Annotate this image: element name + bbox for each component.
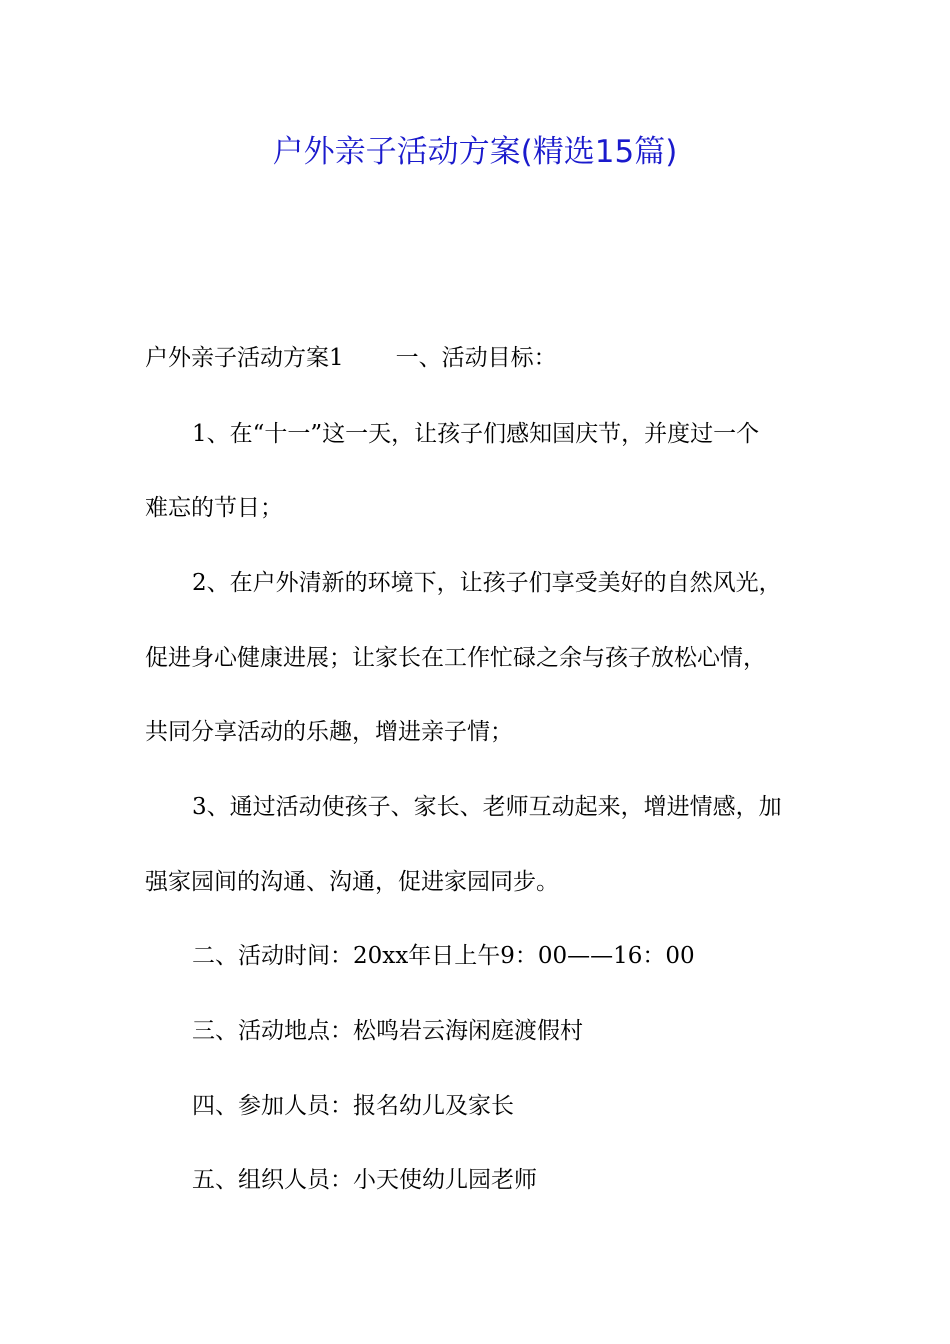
paragraph-line-9: 二、活动时间：20xx年日上午9：00——16：00	[192, 943, 695, 969]
paragraph-line-7: 3、通过活动使孩子、家长、老师互动起来，增进情感，加	[192, 794, 782, 820]
paragraph-line-5: 促进身心健康进展；让家长在工作忙碌之余与孩子放松心情，	[145, 645, 766, 671]
paragraph-line-11: 四、参加人员：报名幼儿及家长	[192, 1093, 514, 1119]
section-heading-line	[145, 342, 557, 374]
paragraph-line-8: 强家园间的沟通、沟通，促进家园同步。	[145, 869, 559, 895]
paragraph-line-3: 难忘的节日；	[145, 495, 283, 521]
paragraph-line-10: 三、活动地点：松鸣岩云海闲庭渡假村	[192, 1018, 583, 1044]
section-heading: 户外亲子活动方案1	[145, 345, 344, 371]
document-title: 户外亲子活动方案(精选15篇)	[272, 134, 678, 170]
paragraph-line-1: 一、活动目标：	[395, 345, 557, 371]
paragraph-line-12: 五、组织人员：小天使幼儿园老师	[192, 1167, 537, 1193]
paragraph-line-6: 共同分享活动的乐趣，增进亲子情；	[145, 719, 513, 745]
paragraph-line-2: 1、在“十一”这一天，让孩子们感知国庆节，并度过一个	[192, 421, 760, 447]
paragraph-line-4: 2、在户外清新的环境下，让孩子们享受美好的自然风光，	[192, 570, 782, 596]
